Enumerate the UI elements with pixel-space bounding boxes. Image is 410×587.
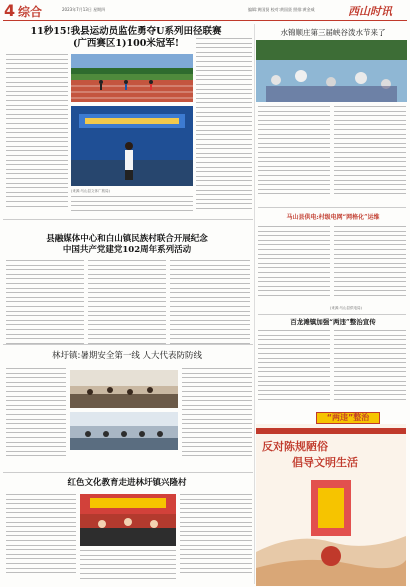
article-6-top-rule [258, 314, 406, 315]
column-divider [254, 24, 255, 584]
editors-credit: 编辑:黄国贤 校对:黄国贤 照排:黄金威 [248, 7, 315, 12]
article-6-body-col-1 [258, 330, 330, 408]
masthead-rule [3, 20, 407, 21]
article-4-headline: 马山县供电:村级电网“网格化”运维 [286, 214, 380, 221]
track-race-illustration [71, 54, 193, 102]
article-2-body-col-2 [334, 106, 406, 206]
article-3-body-col-3 [170, 260, 250, 354]
article-1-headline: 11秒15!我县运动员监佐勇夺U系列田径联赛 (广西赛区1)100米冠军! [30, 26, 222, 49]
classroom-photo [70, 412, 178, 450]
article-7-body-col-2 [180, 494, 252, 584]
classroom-illustration [70, 412, 178, 450]
article-4-caption: (来源:马山县供电局) [330, 306, 362, 310]
article-6-body-col-2 [334, 330, 406, 408]
poster-line-2: 倡导文明生活 [292, 456, 358, 469]
article-6-headline: 百龙滩镇加强“两违”整治宣传 [290, 318, 376, 326]
water-festival-photo [256, 40, 407, 102]
award-ceremony-photo [71, 106, 193, 186]
red-culture-photo [80, 494, 176, 546]
article-3-top-rule [3, 219, 253, 220]
red-culture-illustration [80, 494, 176, 546]
article-5-top-rule [3, 344, 253, 345]
article-1-photo-caption: (来源:马山县文体广旅局) [71, 189, 110, 193]
article-5-headline: 林圩镇:暑期安全第一线 人大代表防防线 [51, 351, 203, 361]
track-race-photo [71, 54, 193, 102]
poster-top-band [256, 428, 406, 434]
article-3-body-col-2 [88, 260, 166, 354]
article-7-body-col-1 [6, 494, 76, 584]
safety-meeting-illustration [70, 370, 178, 408]
article-3-body-col-1 [6, 260, 84, 354]
masthead [0, 0, 410, 20]
article-1-body-col-1 [6, 54, 68, 214]
award-banner-illustration [71, 106, 193, 186]
article-1-body-bottom [71, 196, 193, 214]
article-1-body-col-2 [196, 38, 252, 214]
article-2-headline: 水锦顺庄第三届峡谷泼水节来了 [280, 28, 386, 37]
water-festival-illustration [256, 40, 407, 102]
article-3-headline: 县融媒体中心和白山镇民族村联合开展纪念 中国共产党建党102周年系列活动 [46, 234, 208, 255]
article-7-body-bottom [80, 550, 176, 584]
article-7-headline: 红色文化教育走进林圩镇兴隆村 [67, 478, 187, 488]
section-name: 综合 [18, 5, 43, 19]
page-number: 4 [4, 1, 16, 20]
article-7-top-rule [3, 472, 253, 473]
poster-illustration [256, 472, 406, 586]
civilization-poster [256, 424, 406, 586]
article-5-body-col-1 [6, 368, 66, 468]
issue-date: 2023年7月13日 星期四 [62, 7, 106, 12]
anti-illegal-construction-banner: “两违”整治 [316, 412, 380, 424]
article-4-body-col-1 [258, 226, 330, 306]
poster-line-1: 反对陈规陋俗 [262, 440, 328, 453]
safety-meeting-photo [70, 370, 178, 408]
article-2-body-col-1 [258, 106, 330, 206]
article-4-top-rule [258, 207, 406, 208]
newspaper-logo: 西山时讯 [348, 5, 392, 18]
article-5-body-col-2 [182, 368, 252, 468]
article-4-body-col-2 [334, 226, 406, 306]
